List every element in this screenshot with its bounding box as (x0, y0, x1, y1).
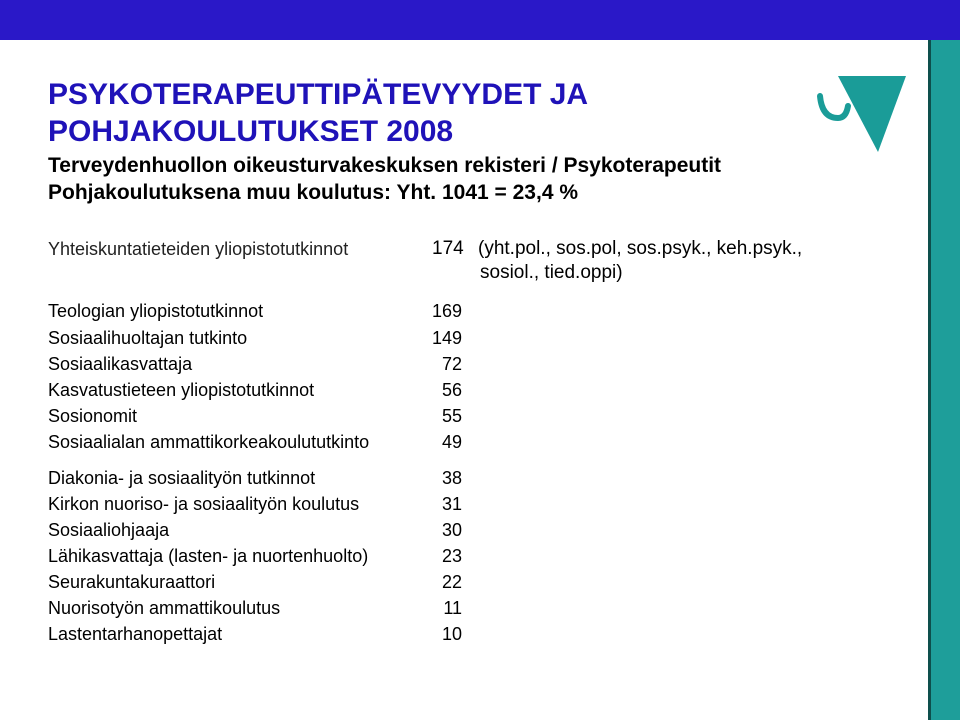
item-label: Lähikasvattaja (lasten- ja nuortenhuolto) (48, 546, 369, 566)
item-value: 149 (431, 328, 462, 348)
item-label: Kasvatustieteen yliopistotutkinnot (48, 380, 315, 400)
item-value: 56 (441, 380, 462, 400)
item-value: 49 (441, 432, 462, 452)
item-note-line-2: sosiol., tied.oppi) (480, 262, 623, 283)
item-label: Sosiaalihuoltajan tutkinto (48, 328, 248, 348)
logo-icon (810, 74, 910, 154)
item-label: Lastentarhanopettajat (48, 624, 223, 644)
item-value: 22 (441, 572, 462, 592)
item-label: Sosionomit (48, 406, 138, 426)
slide-title (48, 76, 588, 150)
item-label: Sosiaalialan ammattikorkeakoulututkinto (48, 432, 370, 452)
title-line-1: PSYKOTERAPEUTTIPÄTEVYYDET JA (48, 78, 589, 111)
item-value: 31 (441, 494, 462, 514)
subtitle-line-1: Terveydenhuollon oikeusturvakeskuksen rekisteri / Psykoterapeutit (48, 154, 722, 177)
item-value: 11 (443, 598, 462, 618)
item-label: Diakonia- ja sosiaalityön tutkinnot (48, 468, 316, 488)
item-value: 10 (441, 624, 462, 644)
item-value: 55 (441, 406, 462, 426)
item-value: 30 (441, 520, 462, 540)
item-value: 38 (441, 468, 462, 488)
item-value: 169 (431, 301, 462, 321)
item-value: 23 (441, 546, 462, 566)
item-label: Kirkon nuoriso- ja sosiaalityön koulutus (48, 494, 360, 514)
item-label: Nuorisotyön ammattikoulutus (48, 598, 281, 618)
subtitle-line-2: Pohjakoulutuksena muu koulutus: Yht. 1041 = 23,4 % (48, 181, 579, 204)
item-value: 174 (432, 238, 464, 259)
item-label: Yhteiskuntatieteiden yliopistotutkinnot (48, 239, 349, 259)
item-label: Teologian yliopistotutkinnot (48, 301, 264, 321)
item-label: Sosiaalikasvattaja (48, 354, 193, 374)
item-value: 72 (441, 354, 462, 374)
top-banner (0, 0, 960, 40)
side-banner (928, 40, 960, 720)
item-note-line-1: (yht.pol., sos.pol, sos.psyk., keh.psyk., (478, 238, 803, 259)
item-label: Sosiaaliohjaaja (48, 520, 170, 540)
title-line-2: POHJAKOULUTUKSET 2008 (48, 115, 454, 148)
item-label: Seurakuntakuraattori (48, 572, 216, 592)
